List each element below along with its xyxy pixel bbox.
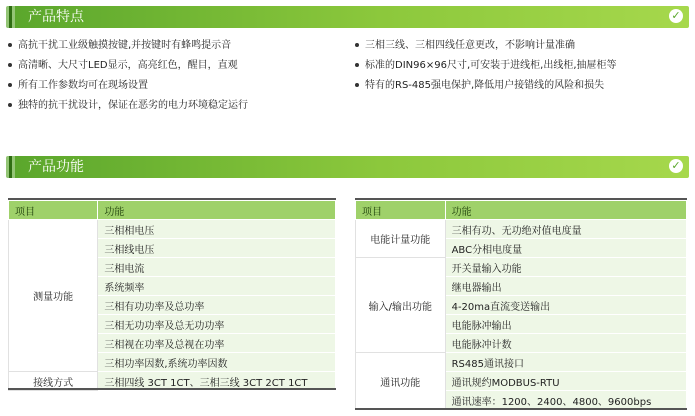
list-item: 高抗干扰工业级触摸按键,并按键时有蜂鸣提示音 [8,36,248,56]
function-cell: 4-20ma直流变送输出 [445,296,686,315]
list-item: 特有的RS-485强电保护,降低用户接错线的风险和损失 [355,76,617,96]
function-table-right [355,200,687,410]
function-cell: 三相功率因数,系统功率因数 [98,353,336,372]
check-circle-icon: ✓ [669,9,683,23]
bullet-icon [8,63,12,67]
bullet-icon [355,83,359,87]
function-cell: ABC分相电度量 [445,239,686,258]
function-cell: RS485通讯接口 [445,353,686,372]
function-cell: 继电器输出 [445,277,686,296]
function-cell: 电能脉冲计数 [445,334,686,353]
list-item: 标准的DIN96×96尺寸,可安装于进线柜,出线柜,抽屉柜等 [355,56,617,76]
category-cell: 测量功能 [9,220,98,372]
function-cell: 三相视在功率及总视在功率 [98,334,336,353]
header-stripe-dark [9,6,12,28]
list-item: 高清晰、大尺寸LED显示，高亮红色，醒目，直观 [8,56,248,76]
list-item: 三相三线、三相四线任意更改，不影响计量准确 [355,36,617,56]
bullet-icon [8,43,12,47]
table-bottom-rule [8,388,336,390]
list-item: 独特的抗干扰设计，保证在恶劣的电力环境稳定运行 [8,96,248,116]
column-header-item: 项目 [356,201,446,220]
function-cell: 通讯速率：1200、2400、4800、9600bps [445,391,686,410]
header-stripe-dark [9,156,12,178]
section-header-functions [6,156,689,178]
category-cell: 通讯功能 [356,353,446,410]
features-left-list [8,36,248,116]
function-cell: 通讯规约MODBUS-RTU [445,372,686,391]
bullet-icon [8,103,12,107]
column-header-function: 功能 [98,201,336,220]
function-cell: 三相线电压 [98,239,336,258]
category-cell: 输入/输出功能 [356,258,446,353]
bullet-icon [8,83,12,87]
table-row [356,258,687,277]
function-cell: 开关量输入功能 [445,258,686,277]
function-cell: 系统频率 [98,277,336,296]
bullet-icon [355,43,359,47]
list-item: 所有工作参数均可在现场设置 [8,76,248,96]
features-right-list [355,36,617,96]
function-cell: 三相无功功率及总无功功率 [98,315,336,334]
section-header-features [6,6,689,28]
section-title: 产品功能 [28,159,84,175]
function-cell: 电能脉冲输出 [445,315,686,334]
table-row [356,220,687,239]
function-table-left [8,200,336,391]
bullet-icon [355,63,359,67]
function-cell: 三相四线 3CT 1CT、三相三线 3CT 2CT 1CT [98,372,336,391]
table-row [9,220,336,239]
column-header-item: 项目 [9,201,98,220]
table-header-row [356,201,687,220]
category-cell: 接线方式 [9,372,98,391]
category-cell: 电能计量功能 [356,220,446,258]
table-bottom-rule [355,408,687,410]
column-header-function: 功能 [445,201,686,220]
function-cell: 三相有功、无功绝对值电度量 [445,220,686,239]
function-cell: 三相有功功率及总功率 [98,296,336,315]
check-circle-icon: ✓ [669,159,683,173]
function-cell: 三相电流 [98,258,336,277]
function-cell: 三相相电压 [98,220,336,239]
table-header-row [9,201,336,220]
table-row [356,353,687,372]
section-title: 产品特点 [28,9,84,25]
